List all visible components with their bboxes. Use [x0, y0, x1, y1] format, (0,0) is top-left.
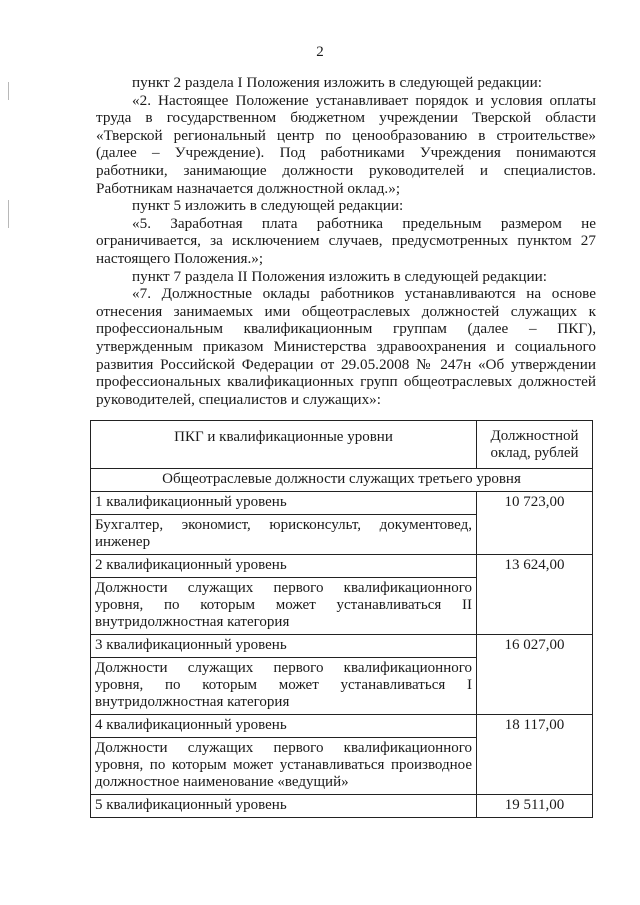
table-header-row	[91, 421, 593, 469]
margin-mark	[8, 82, 9, 100]
salary-table	[90, 420, 593, 818]
salary-value: 10 723,00	[477, 492, 593, 555]
salary-value: 13 624,00	[477, 555, 593, 635]
salary-value: 19 511,00	[477, 795, 593, 818]
level-name: 1 квалификационный уровень	[91, 492, 477, 515]
salary-value: 18 117,00	[477, 715, 593, 795]
header-qualification: ПКГ и квалификационные уровни	[91, 421, 477, 469]
table-row	[91, 492, 593, 515]
level-description: Бухгалтер, экономист, юрисконсульт, документовед, инженер	[91, 515, 477, 555]
level-name: 5 квалификационный уровень	[91, 795, 477, 818]
table-row	[91, 555, 593, 578]
level-name: 4 квалификационный уровень	[91, 715, 477, 738]
document-body	[96, 74, 596, 408]
level-description: Должности служащих первого квалификационного уровня, по которым может устанавливаться I внутридолжностная категория	[91, 658, 477, 715]
level-name: 2 квалификационный уровень	[91, 555, 477, 578]
level-description: Должности служащих первого квалификационного уровня, по которым может устанавливаться II внутридолжностная категория	[91, 578, 477, 635]
table-row	[91, 715, 593, 738]
page-number: 2	[316, 44, 324, 60]
paragraph: «5. Заработная плата работника предельным размером не ограничивается, за исключением случаев, предусмотренных пунктом 27 настоящего Положения.»;	[96, 214, 596, 267]
table-row	[91, 795, 593, 818]
paragraph: пункт 5 изложить в следующей редакции:	[132, 197, 404, 215]
paragraph: пункт 7 раздела II Положения изложить в следующей редакции:	[132, 267, 547, 285]
level-name: 3 квалификационный уровень	[91, 635, 477, 658]
paragraph: «2. Настоящее Положение устанавливает порядок и условия оплаты труда в государственном бюджетном учреждении Тверской области «Тверской региональный центр по ценообразованию в строительстве» (далее – Учреждение). Под работниками Учреждения понимаются работники, занимающие должности руководителей и специалистов. Работникам назначается должностной оклад.»;	[96, 91, 596, 197]
paragraph: «7. Должностные оклады работников устанавливаются на основе отнесения занимаемых ими общеотраслевых должностей служащих к профессиональным квалификационным группам (далее – ПКГ), утвержденным приказом Министерства здравоохранения и социального развития Российской Федерации от 29.05.2008 № 247н «Об утверждении профессиональных квалификационных групп общеотраслевых должностей руководителей, специалистов и служащих»:	[96, 285, 596, 408]
group-row	[91, 469, 593, 492]
paragraph: пункт 2 раздела I Положения изложить в следующей редакции:	[132, 74, 542, 91]
group-title: Общеотраслевые должности служащих третьего уровня	[91, 469, 593, 492]
header-salary: Должностной оклад, рублей	[477, 421, 593, 469]
salary-value: 16 027,00	[477, 635, 593, 715]
table-row	[91, 635, 593, 658]
level-description: Должности служащих первого квалификационного уровня, по которым может устанавливаться производное должностное наименование «ведущий»	[91, 738, 477, 795]
margin-mark	[8, 200, 9, 228]
